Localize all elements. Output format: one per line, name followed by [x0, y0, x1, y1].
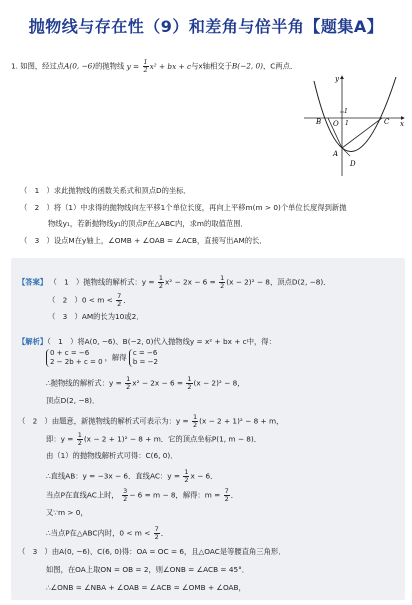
label-a: A	[333, 150, 339, 158]
segment-ad	[342, 148, 350, 156]
label-one-x: 1	[345, 120, 349, 127]
label-c: C	[384, 118, 390, 126]
analysis-line-3: ∴抛物线的解析式：y = $\frac{1}{2}$ x² − 2x − 6 = $\frac{1}{2}$ (x − 2)² − 8，	[46, 375, 245, 391]
analysis-line-14: ∴∠ONB = ∠NBA + ∠OAB = ∠ACB = ∠OMB + ∠OAB，	[46, 583, 246, 592]
analysis-line-11: ∴当点P在△ABC内时，0 < m < $\frac{7}{2}$ ．	[46, 525, 169, 541]
parabola-curve	[314, 77, 396, 152]
parabola-figure	[300, 72, 408, 178]
analysis-line-4: 顶点D(2, −8)．	[46, 396, 100, 405]
problem-stem	[11, 59, 297, 74]
subquestion-2-line1: （ 2 ）将（1）中求得的抛物线向左平移1个单位长度，再向上平移m(m > 0)个单位长度得到新抛	[20, 203, 347, 212]
analysis-tag: 【解析】	[18, 337, 48, 346]
answer-line-3: （ 3 ）AM的长为10或2．	[48, 312, 144, 321]
label-b: B	[316, 118, 322, 126]
answer-line-1: 【答案】 （ 1 ）抛物线的解析式：y = $\frac{1}{2}$ x² − 2x − 6 = $\frac{1}{2}$ (x − 2)² − 8，顶点D(2, −8)．	[18, 274, 331, 290]
point-a: A(0, −6)	[64, 61, 96, 71]
analysis-line-5: （ 2 ）由题意，新抛物线的解析式可表示为：y = $\frac{1}{2}$ (x − 2 + 1)² − 8 + m，	[18, 413, 284, 429]
analysis-line-10: 又∵m > 0，	[46, 508, 88, 517]
page-title: 抛物线与存在性（9）和差角与倍半角【题集A】	[28, 17, 384, 36]
analysis-line-7: 由（1）的抛物线解析式可得：C(6, 0)．	[46, 451, 178, 460]
subquestion-3: （ 3 ）设点M在y轴上，∠OMB + ∠OAB = ∠ACB，直接写出AM的长．	[20, 236, 267, 245]
label-o: O	[333, 120, 339, 128]
analysis-line-6: 即：y = $\frac{1}{2}$ (x − 2 + 1)² − 8 + m．它的顶点坐标P(1, m − 8)．	[46, 431, 262, 447]
subquestion-2-line2: 物线y₁，若新抛物线y₁的顶点P在△ABC内，求m的取值范围．	[48, 219, 248, 228]
analysis-line-9: 当点P在直线AC上时， $\frac{3}{2}$ − 6 = m − 8，解得：m = $\frac{7}{2}$ ．	[46, 487, 239, 503]
problem-number: 1.	[11, 61, 18, 71]
label-d: D	[350, 160, 356, 168]
analysis-line-13: 如图，在OA上取ON = OB = 2，则∠ONB = ∠ACB = 45°．	[46, 565, 250, 574]
label-x: x	[400, 120, 404, 128]
label-y: y	[335, 75, 339, 83]
parabola-expr: y = $\frac{1}{2}$ x² + bx + c	[126, 58, 192, 74]
point-b: B(−2, 0)	[231, 61, 263, 71]
analysis-system: 0 + c = −6 2 − 2b + c = 0 ，解得 c = −6 b = −2	[46, 349, 160, 367]
answer-tag: 【答案】	[18, 277, 48, 287]
stem-mid: 的抛物线	[95, 61, 125, 71]
analysis-line-12: （ 3 ）由A(0, −6)、C(6, 0)得：OA = OC = 6，且△OAC是等腰直角三角形．	[18, 547, 286, 556]
stem-suffix: 与x轴相交于	[191, 61, 232, 71]
answer-line-2: （ 2 ）0 < m < $\frac{7}{2}$ ．	[48, 292, 131, 308]
analysis-line-8: ∴直线AB：y = −3x − 6．直线AC：y = $\frac{1}{2}$ x − 6．	[46, 468, 218, 484]
stem-prefix: 如图，经过点	[20, 61, 65, 71]
analysis-line-1: 【解析】（ 1 ）将A(0, −6)、B(−2, 0)代入抛物线y = x² + bx + c中，得：	[18, 337, 276, 346]
label-one-y: 1	[344, 108, 348, 115]
subquestion-1: （ 1 ）求此抛物线的函数关系式和顶点D的坐标．	[20, 186, 191, 195]
stem-end: ，C两点．	[262, 61, 298, 71]
